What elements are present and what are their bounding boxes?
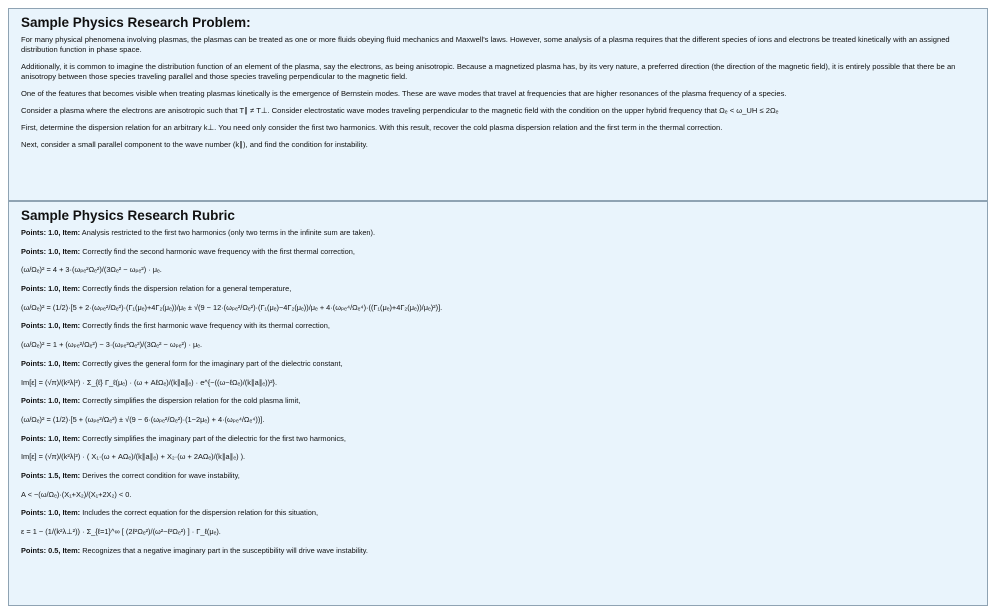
problem-paragraph-3: One of the features that becomes visible when treating plasmas kinetically is the emergence of Bernstein modes. These are wave modes that travel at frequencies that are higher resonances of the plasma frequency of a species. — [21, 89, 787, 98]
rubric-equation-8 — [21, 527, 975, 537]
problem-paragraph-6: Next, consider a small parallel component to the wave number (k∥), and find the condition for instability. — [21, 140, 368, 149]
rubric-equation-5 — [21, 415, 975, 425]
rubric-equation-text: A < −(ω/Ωₑ)·(X₁+X₂)/(X₁+2X₂) < 0. — [21, 489, 132, 499]
rubric-item-7 — [21, 434, 975, 444]
rubric-item-4 — [21, 321, 975, 331]
rubric-points-label: Points: 1.0, Item: — [21, 508, 81, 518]
rubric-equation-6 — [21, 452, 975, 462]
rubric-item-10 — [21, 546, 975, 556]
rubric-item-text: Correctly finds the first harmonic wave frequency with its thermal correction, — [80, 321, 330, 331]
rubric-item-text: Recognizes that a negative imaginary part in the susceptibility will drive wave instability. — [80, 545, 368, 555]
problem-panel — [8, 8, 988, 201]
rubric-equation-text: Im[ε] = (√π)/(k²λ|²) · Σ_{ℓ} Γ_ℓ(μₑ) · (ω + AℓΩₑ)/(k∥a∥ₑ) · e^{−((ω−ℓΩₑ)/(k∥a∥ₑ))²}. — [21, 377, 278, 387]
rubric-equation-3 — [21, 340, 975, 350]
rubric-points-label: Points: 1.0, Item: — [21, 246, 81, 256]
problem-paragraph-1: For many physical phenomena involving plasmas, the plasmas can be treated as one or more fluids obeying fluid mechanics and Maxwell's laws. However, some analysis of a plasma requires that the different species of ions and electrons be treated kinetically with an assigned distribution function in phase space. — [21, 35, 950, 54]
rubric-equation-text: ε = 1 − (1/(k²λ⊥²)) · Σ_{ℓ=1}^∞ [ (2ℓ²Ωₑ²)/(ω²−ℓ²Ωₑ²) ] · Γ_ℓ(μₑ). — [21, 527, 221, 536]
rubric-item-1 — [21, 228, 975, 238]
rubric-title: Sample Physics Research Rubric — [21, 208, 235, 223]
rubric-equation-1 — [21, 265, 975, 275]
rubric-item-2 — [21, 247, 975, 257]
rubric-item-text: Correctly gives the general form for the imaginary part of the dielectric constant, — [80, 358, 343, 368]
rubric-equation-2 — [21, 303, 975, 313]
rubric-points-label: Points: 1.0, Item: — [21, 358, 81, 368]
problem-title: Sample Physics Research Problem: — [21, 15, 251, 30]
rubric-item-8 — [21, 471, 975, 481]
rubric-points-label: Points: 1.0, Item: — [21, 321, 81, 331]
rubric-equation-text: Im[ε] = (√π)/(k²λ|²) · ( X₁·(ω + AΩₑ)/(k∥a∥ₑ) + X₂·(ω + 2AΩₑ)/(k∥a∥ₑ) ). — [21, 452, 246, 462]
rubric-item-text: Correctly find the second harmonic wave frequency with the first thermal correction, — [80, 246, 355, 256]
rubric-item-text: Correctly simplifies the imaginary part of the dielectric for the first two harmonics, — [80, 433, 346, 443]
rubric-item-text: Includes the correct equation for the dispersion relation for this situation, — [80, 508, 319, 518]
rubric-equation-text: (ω/Ωₑ)² = 1 + (ωₚₑ²/Ωₑ²) − 3·(ωₚₑ²Ωₑ²)/(3Ωₑ² − ωₚₑ²) · μₑ. — [21, 340, 203, 350]
rubric-item-text: Correctly simplifies the dispersion relation for the cold plasma limit, — [80, 396, 301, 406]
rubric-item-3 — [21, 284, 975, 294]
rubric-equation-text: (ω/Ωₑ)² = (1/2)·[5 + 2·(ωₚₑ²/Ωₑ²)·(Γ₁(μₑ)+4Γ₂(μₑ))/μₑ ± √(9 − 12·(ωₚₑ²/Ωₑ²)·(Γ₁(μₑ)−4Γ₂(μₑ))/μₑ + 4·(ωₚₑ⁴/Ωₑ⁴)·((Γ₁(μₑ)+4Γ₂(μₑ))/μₑ)²)]. — [21, 302, 443, 312]
rubric-points-label: Points: 0.5, Item: — [21, 545, 81, 555]
rubric-equation-7 — [21, 490, 975, 500]
rubric-item-5 — [21, 359, 975, 369]
rubric-points-label: Points: 1.5, Item: — [21, 470, 81, 480]
rubric-item-text: Analysis restricted to the first two harmonics (only two terms in the infinite sum are taken). — [80, 228, 376, 237]
problem-paragraph-4: Consider a plasma where the electrons are anisotropic such that T∥ ≠ T⊥. Consider electrostatic wave modes traveling perpendicular to the magnetic field with the condition on the upper hybrid frequency that Ωₑ < ω_UH ≤ 2Ωₑ — [21, 106, 779, 115]
rubric-points-label: Points: 1.0, Item: — [21, 433, 81, 443]
rubric-item-9 — [21, 508, 975, 518]
rubric-equation-text: (ω/Ωₑ)² = (1/2)·[5 + (ωₚₑ²/Ωₑ²) ± √(9 − 6·(ωₚₑ²/Ωₑ²)·(1−2μₑ) + 4·(ωₚₑ⁴/Ωₑ⁴))]. — [21, 414, 265, 424]
rubric-points-label: Points: 1.0, Item: — [21, 284, 81, 294]
rubric-points-label: Points: 1.0, Item: — [21, 396, 81, 406]
rubric-item-text: Derives the correct condition for wave instability, — [80, 470, 240, 480]
rubric-item-6 — [21, 396, 975, 406]
rubric-equation-4 — [21, 378, 975, 388]
problem-paragraph-5: First, determine the dispersion relation for an arbitrary k⊥. You need only consider the first two harmonics. With this result, recover the cold plasma dispersion relation and the first term in the thermal correction. — [21, 123, 723, 132]
rubric-item-text: Correctly finds the dispersion relation for a general temperature, — [80, 284, 292, 294]
rubric-points-label: Points: 1.0, Item: — [21, 228, 81, 237]
problem-paragraph-2: Additionally, it is common to imagine the distribution function of an element of the plasma, say the electrons, as being anisotropic. Because a magnetized plasma has, by its very nature, a preferred direction (the direction of the magnetic field), it is entirely possible that there be an anisotropy between those species traveling parallel and those species traveling perpendicular to the magnetic field. — [21, 62, 956, 81]
rubric-panel — [8, 201, 988, 606]
rubric-equation-text: (ω/Ωₑ)² = 4 + 3·(ωₚₑ²Ωₑ²)/(3Ωₑ² − ωₚₑ²) · μₑ. — [21, 265, 162, 275]
